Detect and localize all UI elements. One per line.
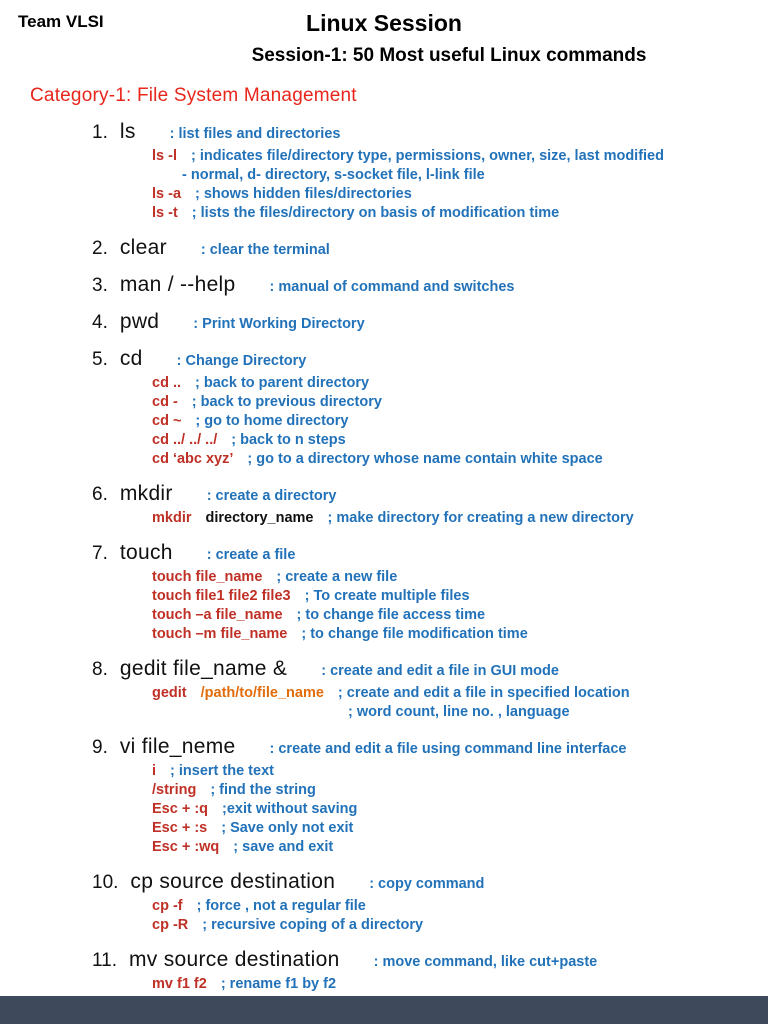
sub-command: touch –a file_name [152, 607, 283, 623]
command-item-vi [92, 735, 768, 759]
command-name: pwd [119, 310, 160, 333]
sub-command: cp -R [152, 917, 189, 933]
sub-command-line [152, 916, 768, 935]
sub-description: ; go to home directory [195, 413, 349, 429]
sub-description: ; To create multiple files [304, 588, 470, 604]
sub-command: Esc + :q [152, 801, 209, 817]
command-item-ls [92, 120, 768, 144]
sub-description: ; insert the text [170, 763, 274, 779]
sub-description: ; create a new file [276, 569, 398, 585]
sub-description: ; back to parent directory [195, 375, 370, 391]
sub-command-line [152, 412, 768, 431]
sub-description: ; force , not a regular file [196, 898, 366, 914]
sub-description: - normal, d- directory, s-socket file, l-link file [182, 167, 485, 183]
item-number: 6. [92, 484, 108, 505]
sub-command-list [152, 509, 768, 528]
sub-command-line [152, 431, 768, 450]
sub-description: ; save and exit [233, 839, 334, 855]
command-description: : create and edit a file in GUI mode [321, 663, 559, 679]
sub-command: ls -a [152, 186, 182, 202]
item-number: 11. [92, 950, 118, 971]
sub-command: mkdir [152, 510, 192, 526]
sub-command-line [152, 975, 768, 994]
sub-description: ; recursive coping of a directory [202, 917, 424, 933]
sub-description: ; word count, line no. , language [348, 704, 570, 720]
command-item-man [92, 273, 768, 297]
command-item-cp [92, 870, 768, 894]
command-description: : move command, like cut+paste [373, 954, 598, 970]
sub-command: cp -f [152, 898, 183, 914]
sub-command-line [152, 762, 768, 781]
sub-command-line [152, 509, 768, 528]
sub-command-line [152, 838, 768, 857]
sub-command: cd .. [152, 375, 182, 391]
sub-description: ; indicates file/directory type, permissions, owner, size, last modified [190, 148, 664, 164]
sub-command-argument: directory_name [205, 510, 314, 526]
sub-command: touch –m file_name [152, 626, 288, 642]
command-description: : copy command [369, 876, 485, 892]
sub-command-line [152, 185, 768, 204]
sub-command: cd ‘abc xyz’ [152, 451, 234, 467]
sub-description: ; rename f1 by f2 [220, 976, 337, 992]
sub-command: cd - [152, 394, 178, 410]
item-number: 9. [92, 737, 108, 758]
sub-command-line [152, 625, 768, 644]
item-number: 5. [92, 349, 108, 370]
sub-command: ls -l [152, 148, 177, 164]
sub-command-line [152, 393, 768, 412]
sub-command-line [348, 703, 768, 722]
sub-command-line [152, 819, 768, 838]
sub-command-path: /path/to/file_name [200, 685, 324, 701]
sub-command: gedit [152, 685, 187, 701]
command-item-cd [92, 347, 768, 371]
sub-command: /string [152, 782, 197, 798]
sub-command-line [152, 147, 768, 166]
command-item-mkdir [92, 482, 768, 506]
sub-description: ; to change file access time [296, 607, 486, 623]
command-name: vi file_neme [119, 735, 236, 758]
command-description: : Change Directory [176, 353, 307, 369]
page-subtitle: Session-1: 50 Most useful Linux commands [251, 45, 647, 66]
sub-command-line [152, 897, 768, 916]
sub-command-list [152, 684, 768, 722]
item-number: 4. [92, 312, 108, 333]
command-description: : create and edit a file using command line interface [269, 741, 627, 757]
sub-description: ; make directory for creating a new directory [327, 510, 634, 526]
sub-command-list [152, 147, 768, 223]
sub-description: ; to change file modification time [301, 626, 528, 642]
brand-label: Team VLSI [18, 12, 104, 31]
command-item-pwd [92, 310, 768, 334]
sub-command-line [152, 450, 768, 469]
sub-description: ;exit without saving [222, 801, 358, 817]
sub-command: i [152, 763, 157, 779]
sub-command-line [152, 606, 768, 625]
sub-command-line [152, 568, 768, 587]
command-description: : create a directory [206, 488, 337, 504]
sub-description: ; lists the files/directory on basis of modification time [191, 205, 560, 221]
sub-command: Esc + :wq [152, 839, 220, 855]
sub-command: Esc + :s [152, 820, 208, 836]
command-name: cp source destination [130, 870, 336, 893]
sub-command: touch file_name [152, 569, 263, 585]
command-item-clear [92, 236, 768, 260]
command-description: : clear the terminal [200, 242, 330, 258]
command-name: cd [119, 347, 143, 370]
sub-description: ; back to previous directory [191, 394, 382, 410]
command-name: clear [119, 236, 167, 259]
command-name: ls [119, 120, 136, 143]
item-number: 2. [92, 238, 108, 259]
sub-description: ; go to a directory whose name contain white space [247, 451, 603, 467]
command-description: : create a file [206, 547, 296, 563]
command-description: : Print Working Directory [193, 316, 365, 332]
sub-description: ; Save only not exit [221, 820, 354, 836]
command-name: mkdir [119, 482, 173, 505]
sub-command-line [152, 800, 768, 819]
sub-command-list [152, 897, 768, 935]
sub-command-line [152, 204, 768, 223]
sub-command-list [152, 568, 768, 644]
sub-description: ; find the string [210, 782, 316, 798]
sub-description: ; back to n steps [231, 432, 346, 448]
sub-command: cd ~ [152, 413, 182, 429]
sub-command: touch file1 file2 file3 [152, 588, 291, 604]
command-name: mv source destination [129, 948, 340, 971]
item-number: 8. [92, 659, 108, 680]
sub-command-line [152, 587, 768, 606]
sub-command-line [182, 166, 768, 185]
page-title: Linux Session [306, 10, 462, 36]
command-item-gedit [92, 657, 768, 681]
item-number: 3. [92, 275, 108, 296]
sub-command-line [152, 684, 768, 703]
item-number: 1. [92, 122, 108, 143]
sub-command: mv f1 f2 [152, 976, 207, 992]
sub-command-line [152, 781, 768, 800]
category-heading: Category-1: File System Management [30, 85, 357, 106]
sub-command: cd ../ ../ ../ [152, 432, 218, 448]
command-description: : list files and directories [169, 126, 341, 142]
command-name: touch [119, 541, 173, 564]
sub-command: ls -t [152, 205, 178, 221]
command-name: gedit file_name & [119, 657, 288, 680]
sub-description: ; shows hidden files/directories [195, 186, 412, 202]
command-item-touch [92, 541, 768, 565]
item-number: 10. [92, 872, 119, 893]
command-name: man / --help [119, 273, 236, 296]
command-description: : manual of command and switches [269, 279, 515, 295]
command-item-mv [92, 948, 768, 972]
page-header [0, 0, 768, 67]
item-number: 7. [92, 543, 108, 564]
viewer-footer-bar [0, 996, 768, 1024]
sub-command-list [152, 762, 768, 857]
sub-command-line [152, 374, 768, 393]
sub-command-list [152, 374, 768, 469]
sub-description: ; create and edit a file in specified location [337, 685, 630, 701]
